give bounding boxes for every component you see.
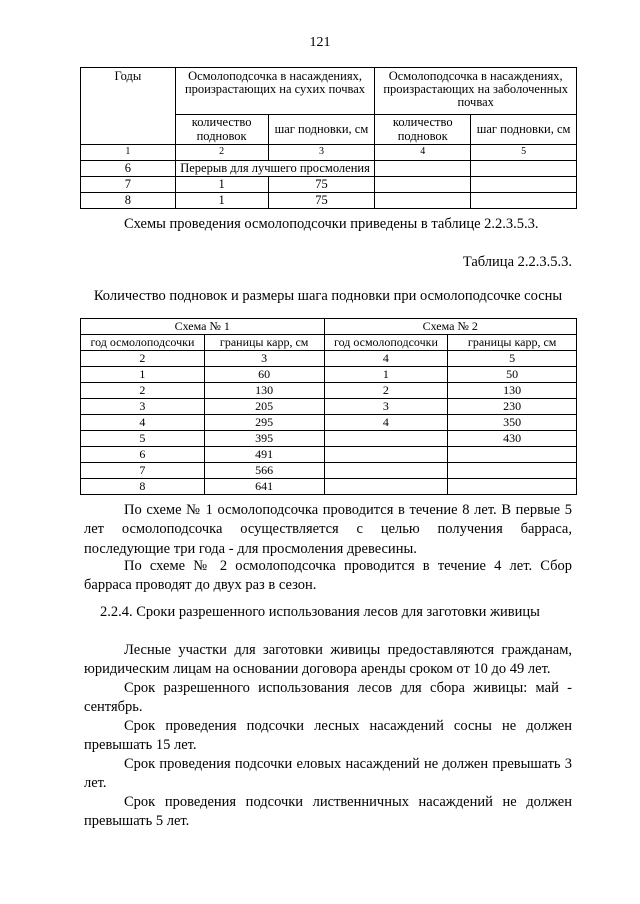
cell: 50 [448, 367, 577, 383]
cell-empty [471, 193, 577, 209]
cell: 641 [204, 479, 324, 495]
header-bounds: границы карр, см [448, 335, 577, 351]
cell: 295 [204, 415, 324, 431]
table-tapping-schemes [80, 318, 577, 495]
col-num: 1 [81, 145, 176, 161]
col-num: 3 [204, 351, 324, 367]
header-wet-soils: Осмолоподсочка в насаждениях, произрастающих на заболоченных почвах [375, 68, 577, 115]
header-dry-soils: Осмолоподсочка в насаждениях, произрастающих на сухих почвах [175, 68, 375, 115]
cell: 7 [81, 463, 205, 479]
cell: 130 [204, 383, 324, 399]
paragraph-lease: Лесные участки для заготовки живицы предоставляются гражданам, юридическим лицам на основании договора аренды сроком от 10 до 49 лет. [84, 642, 572, 678]
scheme1-header: Схема № 1 [81, 319, 325, 335]
cell: 2 [81, 383, 205, 399]
cell [448, 447, 577, 463]
cell-year: 8 [81, 193, 176, 209]
section-heading: 2.2.4. Сроки разрешенного использования лесов для заготовки живицы [100, 604, 540, 620]
cell: 205 [204, 399, 324, 415]
table-tapping-years [80, 67, 577, 209]
cell: 60 [204, 367, 324, 383]
scheme2-header: Схема № 2 [324, 319, 577, 335]
cell-year: 7 [81, 177, 176, 193]
cell: 3 [81, 399, 205, 415]
cell: 2 [324, 383, 448, 399]
paragraph-pine: Срок проведения подсочки лесных насаждений сосны не должен превышать 15 лет. [84, 718, 572, 754]
paragraph-season: Срок разрешенного использования лесов для сбора живицы: май - сентябрь. [84, 680, 572, 716]
cell: 4 [324, 415, 448, 431]
cell-empty [375, 177, 471, 193]
col-num: 3 [268, 145, 375, 161]
header-step-dry: шаг подновки, см [268, 115, 375, 145]
cell: 230 [448, 399, 577, 415]
header-year: год осмолоподсочки [324, 335, 448, 351]
table-reference-caption: Схемы проведения осмолоподсочки приведены в таблице 2.2.3.5.3. [124, 216, 539, 232]
col-num: 2 [81, 351, 205, 367]
cell: 130 [448, 383, 577, 399]
cell-count: 1 [175, 177, 268, 193]
cell [448, 463, 577, 479]
cell [324, 463, 448, 479]
cell [448, 479, 577, 495]
paragraph-larch: Срок проведения подсочки лиственничных насаждений не должен превышать 5 лет. [84, 794, 572, 830]
cell-step: 75 [268, 177, 375, 193]
col-num: 5 [471, 145, 577, 161]
cell-count: 1 [175, 193, 268, 209]
cell: 566 [204, 463, 324, 479]
cell-empty [471, 161, 577, 177]
paragraph-spruce: Срок проведения подсочки еловых насаждений не должен превышать 3 лет. [84, 756, 572, 792]
col-num: 2 [175, 145, 268, 161]
page-number: 121 [309, 35, 331, 50]
paragraph-scheme2: По схеме № 2 осмолоподсочка проводится в течение 4 лет. Сбор барраса проводят до двух раз в сезон. [84, 558, 572, 594]
cell: 6 [81, 447, 205, 463]
cell-step: 75 [268, 193, 375, 209]
header-count-wet: количество подновок [375, 115, 471, 145]
cell-break-note: Перерыв для лучшего просмоления [175, 161, 375, 177]
cell: 4 [81, 415, 205, 431]
cell: 350 [448, 415, 577, 431]
col-num: 4 [324, 351, 448, 367]
cell: 3 [324, 399, 448, 415]
cell: 8 [81, 479, 205, 495]
cell-empty [375, 161, 471, 177]
cell: 430 [448, 431, 577, 447]
cell-empty [471, 177, 577, 193]
cell [324, 447, 448, 463]
col-num: 5 [448, 351, 577, 367]
cell: 491 [204, 447, 324, 463]
cell [324, 479, 448, 495]
header-step-wet: шаг подновки, см [471, 115, 577, 145]
cell-empty [375, 193, 471, 209]
cell [324, 431, 448, 447]
header-years: Годы [81, 68, 176, 145]
cell: 395 [204, 431, 324, 447]
col-num: 4 [375, 145, 471, 161]
cell: 5 [81, 431, 205, 447]
cell: 1 [81, 367, 205, 383]
header-bounds: границы карр, см [204, 335, 324, 351]
table-label: Таблица 2.2.3.5.3. [462, 254, 572, 270]
header-year: год осмолоподсочки [81, 335, 205, 351]
cell: 1 [324, 367, 448, 383]
header-count-dry: количество подновок [175, 115, 268, 145]
cell-year: 6 [81, 161, 176, 177]
paragraph-scheme1: По схеме № 1 осмолоподсочка проводится в течение 8 лет. В первые 5 лет осмолоподсочка осуществляется с целью получения барраса, последующие три года - для просмоления древесины. [84, 502, 572, 557]
table-title: Количество подновок и размеры шага подновки при осмолоподсочке сосны [93, 288, 563, 304]
